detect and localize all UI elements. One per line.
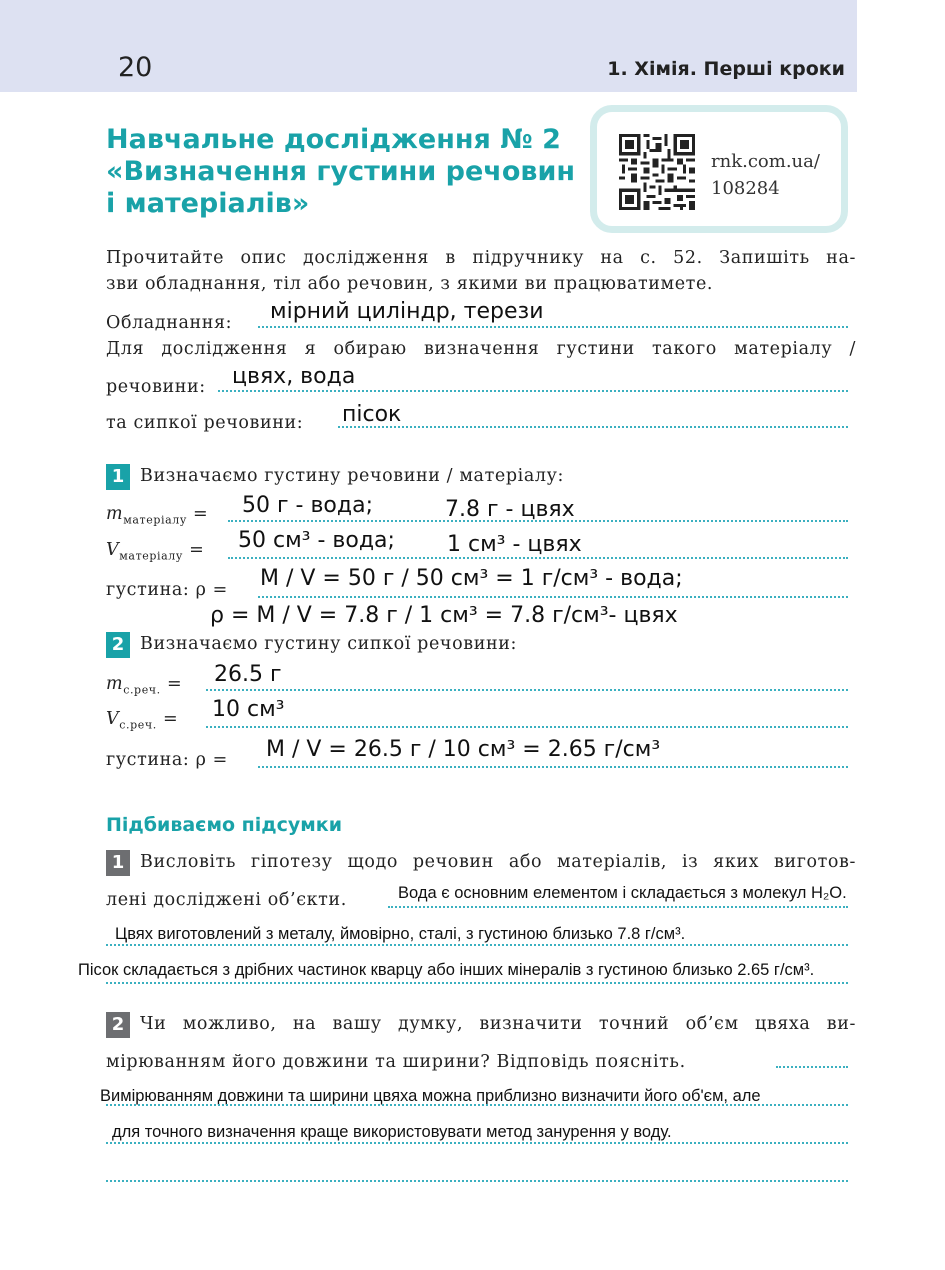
bulk-answer-line[interactable] [338,426,848,428]
question-2-badge: 2 [106,1012,130,1038]
m-subscript: матеріалу [123,513,187,527]
substance-answer: цвях, вода [232,364,356,389]
question-2-answer-line-2[interactable] [106,1104,848,1106]
intro-line-1: Прочитайте опис дослідження в підручнику на с. 52. Запишіть на- [106,248,856,268]
v-bulk-subscript: с.реч. [119,718,157,732]
qr-link-box[interactable] [590,105,848,233]
question-2-line-2: мірюванням його довжини та ширини? Відповідь поясніть. [106,1052,686,1072]
step-2-badge: 2 [106,632,130,658]
question-2-answer-2: для точного визначення краще використовувати метод занурення у воду. [112,1123,672,1141]
substance-label: речовини: [106,377,206,397]
summary-heading: Підбиваємо підсумки [106,814,343,836]
v-bulk-answer-line[interactable] [206,726,848,728]
qr-url-line-1: rnk.com.ua/ [711,151,820,172]
substance-answer-line[interactable] [218,390,848,392]
v-bulk-answer: 10 см³ [212,697,285,722]
question-2-answer-line-1[interactable] [776,1066,848,1068]
choice-line: Для дослідження я обираю визначення густини такого матеріалу / [106,339,856,359]
qr-url-line-2: 108284 [711,178,780,199]
chapter-title: 1. Хімія. Перші кроки [607,58,845,80]
research-title [106,124,586,220]
question-2-answer-line-4[interactable] [106,1180,848,1182]
intro-line-2: зви обладнання, тіл або речовин, з якими ви працюватимете. [106,274,714,294]
qr-url[interactable] [711,148,820,202]
v-symbol: V [106,540,120,560]
density-bulk-answer-line[interactable] [258,766,848,768]
page-number: 20 [118,52,153,83]
v-material-answer-b: 1 см³ - цвях [447,532,582,557]
m-bulk-symbol: m [106,674,124,694]
m-bulk-answer-line[interactable] [206,689,848,691]
m-material-answer-b: 7.8 г - цвях [445,497,575,522]
bulk-answer: пісок [342,402,402,427]
v-material-label: $V_{матеріалу}$ = [106,540,205,563]
title-line-3: і матеріалів» [106,188,310,219]
question-1-answer-line-1[interactable] [388,906,848,908]
question-2-line-1: Чи можливо, на вашу думку, визначити точний об’єм цвяха ви- [140,1014,856,1034]
m-bulk-label: $m_{с.реч.}$ = [106,674,183,697]
title-line-2: «Визначення густини речовин [106,156,576,187]
question-2-answer-1: Вимірюванням довжини та ширини цвяха можна приблизно визначити його об'єм, але [100,1087,761,1105]
bulk-label: та сипкої речовини: [106,413,304,433]
m-symbol: m [106,504,124,524]
v-subscript: матеріалу [119,549,183,563]
step-2-heading: Визначаємо густину сипкої речовини: [140,634,517,654]
question-1-badge: 1 [106,850,130,876]
density-bulk-answer: M / V = 26.5 г / 10 см³ = 2.65 г/см³ [266,737,661,762]
question-1-answer-3: Пісок складається з дрібних частинок кварцу або інших мінералів з густиною близько 2.65 г/см³. [78,961,815,979]
m-bulk-subscript: с.реч. [123,683,161,697]
density-answer-2: ρ = M / V = 7.8 г / 1 см³ = 7.8 г/см³- цвях [210,603,678,628]
question-1-answer-line-3[interactable] [106,982,848,984]
equipment-label: Обладнання: [106,313,233,333]
question-1-line-1: Висловіть гіпотезу щодо речовин або матеріалів, із яких виготов- [140,852,856,872]
v-bulk-symbol: V [106,709,120,729]
equipment-answer-line[interactable] [258,326,848,328]
v-material-answer-a: 50 см³ - вода; [238,528,395,553]
step-1-badge: 1 [106,464,130,490]
question-1-answer-line-2[interactable] [106,944,848,946]
question-1-line-2: лені досліджені об’єкти. [106,890,347,910]
m-material-answer-a: 50 г - вода; [242,493,374,518]
density-answer-line-1[interactable] [258,596,848,598]
question-1-answer-1: Вода є основним елементом і складається з молекул H₂O. [398,884,847,902]
m-bulk-answer: 26.5 г [214,662,282,687]
m-material-label: $m_{матеріалу}$ = [106,504,209,527]
question-1-answer-2: Цвях виготовлений з металу, ймовірно, сталі, з густиною близько 7.8 г/см³. [115,925,686,943]
density-answer-1: M / V = 50 г / 50 см³ = 1 г/см³ - вода; [260,566,683,591]
title-line-1: Навчальне дослідження № 2 [106,124,561,155]
v-bulk-label: $V_{с.реч.}$ = [106,709,179,732]
density-label-1: густина: ρ = [106,580,228,600]
equipment-answer: мірний циліндр, терези [270,299,544,324]
v-material-answer-line[interactable] [228,557,848,559]
step-1-heading: Визначаємо густину речовини / матеріалу: [140,466,564,486]
qr-code-icon [619,134,695,210]
question-2-answer-line-3[interactable] [106,1142,848,1144]
density-bulk-label: густина: ρ = [106,750,228,770]
